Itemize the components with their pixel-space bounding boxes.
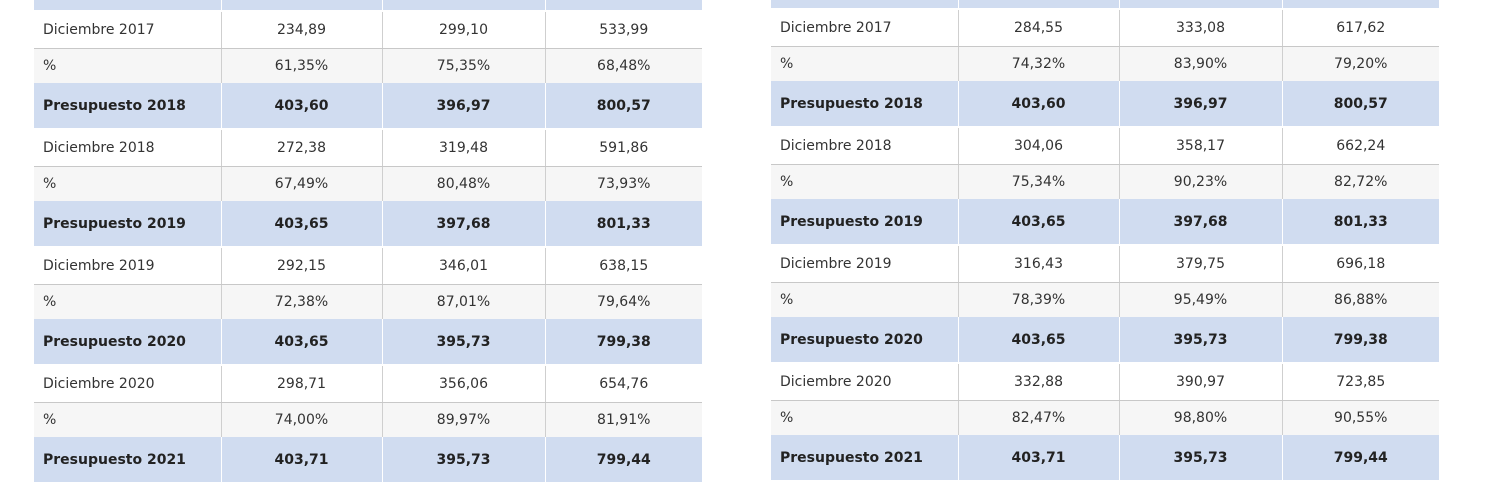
table-cell-column-2-value: 397,68 bbox=[1119, 199, 1282, 245]
table-cell-column-1-value: 403,65 bbox=[958, 199, 1119, 245]
table-cell-row-label: Presupuesto 2018 bbox=[771, 81, 958, 127]
table-row-pct bbox=[34, 49, 702, 84]
table-cell-column-2-value: 80,48% bbox=[382, 167, 545, 202]
table-cell-row-label: % bbox=[34, 285, 221, 320]
table-row-pct bbox=[34, 403, 702, 438]
table-cell-column-1-value: 298,71 bbox=[221, 365, 382, 403]
table-row-month bbox=[771, 363, 1439, 401]
table-cell-column-2-value: 396,97 bbox=[382, 83, 545, 129]
table-cell-total-value: 638,15 bbox=[545, 247, 702, 285]
table-row-budget bbox=[34, 201, 702, 247]
table-cell-column-2-value: 356,06 bbox=[382, 365, 545, 403]
table-cell-row-label: Presupuesto 2020 bbox=[34, 319, 221, 365]
table-cell-column-2-value: 395,73 bbox=[1119, 317, 1282, 363]
table-cell-column-1-value: 403,60 bbox=[221, 83, 382, 129]
table-cell-row-label: Presupuesto 2019 bbox=[771, 199, 958, 245]
table-cell-column-2-value: 89,97% bbox=[382, 403, 545, 438]
table-cell-total-value: 90,55% bbox=[1282, 401, 1439, 436]
table-row-month bbox=[34, 11, 702, 49]
table-cell-row-label: Diciembre 2019 bbox=[771, 245, 958, 283]
table-cell-total-value: 82,72% bbox=[1282, 165, 1439, 200]
table-cell-column-2-value: 87,01% bbox=[382, 285, 545, 320]
table-cell-column-2-value: 397,68 bbox=[382, 201, 545, 247]
table-cell-column-2-value: 83,90% bbox=[1119, 47, 1282, 82]
table-cell-column-2-value bbox=[382, 0, 545, 11]
table-cell-row-label: % bbox=[771, 165, 958, 200]
table-cell-total-value: 799,44 bbox=[1282, 435, 1439, 481]
table-cell-column-1-value: 272,38 bbox=[221, 129, 382, 167]
table-row-pct bbox=[771, 283, 1439, 318]
table-cell-column-2-value: 395,73 bbox=[382, 319, 545, 365]
table-row-top bbox=[771, 0, 1439, 9]
table-cell-total-value: 79,20% bbox=[1282, 47, 1439, 82]
table-cell-total-value: 799,38 bbox=[545, 319, 702, 365]
table-cell-column-1-value: 292,15 bbox=[221, 247, 382, 285]
table-cell-row-label bbox=[771, 0, 958, 9]
table-cell-column-1-value: 284,55 bbox=[958, 9, 1119, 47]
table-row-month bbox=[34, 247, 702, 285]
table-cell-column-2-value: 396,97 bbox=[1119, 81, 1282, 127]
table-row-pct bbox=[771, 47, 1439, 82]
table-cell-total-value bbox=[1282, 0, 1439, 9]
table-cell-column-2-value: 358,17 bbox=[1119, 127, 1282, 165]
table-cell-total-value: 799,38 bbox=[1282, 317, 1439, 363]
table-cell-row-label: Presupuesto 2019 bbox=[34, 201, 221, 247]
table-row-budget bbox=[34, 437, 702, 483]
table-cell-total-value: 654,76 bbox=[545, 365, 702, 403]
table-cell-total-value: 800,57 bbox=[545, 83, 702, 129]
table-row-top bbox=[34, 0, 702, 11]
table-cell-row-label: Diciembre 2017 bbox=[34, 11, 221, 49]
budget-table-left bbox=[34, 0, 702, 484]
table-cell-total-value: 799,44 bbox=[545, 437, 702, 483]
table-cell-row-label: Presupuesto 2021 bbox=[771, 435, 958, 481]
table-cell-row-label: % bbox=[771, 401, 958, 436]
table-cell-column-1-value: 61,35% bbox=[221, 49, 382, 84]
table-cell-column-1-value: 304,06 bbox=[958, 127, 1119, 165]
table-row-pct bbox=[34, 167, 702, 202]
table-cell-column-1-value bbox=[221, 0, 382, 11]
table-cell-total-value: 73,93% bbox=[545, 167, 702, 202]
table-cell-row-label: Presupuesto 2020 bbox=[771, 317, 958, 363]
table-cell-row-label: Presupuesto 2018 bbox=[34, 83, 221, 129]
table-cell-total-value: 617,62 bbox=[1282, 9, 1439, 47]
table-cell-total-value: 591,86 bbox=[545, 129, 702, 167]
table-cell-total-value: 662,24 bbox=[1282, 127, 1439, 165]
table-row-budget bbox=[34, 319, 702, 365]
table-cell-total-value: 81,91% bbox=[545, 403, 702, 438]
table-cell-column-2-value bbox=[1119, 0, 1282, 9]
table-row-month bbox=[771, 245, 1439, 283]
table-cell-column-2-value: 333,08 bbox=[1119, 9, 1282, 47]
table-cell-total-value bbox=[545, 0, 702, 11]
budget-table-right bbox=[771, 0, 1439, 482]
table-cell-total-value: 79,64% bbox=[545, 285, 702, 320]
table-cell-column-1-value: 403,65 bbox=[221, 201, 382, 247]
table-cell-column-1-value: 72,38% bbox=[221, 285, 382, 320]
table-cell-column-1-value: 75,34% bbox=[958, 165, 1119, 200]
table-cell-column-2-value: 98,80% bbox=[1119, 401, 1282, 436]
table-cell-row-label bbox=[34, 0, 221, 11]
table-row-month bbox=[34, 365, 702, 403]
table-cell-row-label: % bbox=[34, 49, 221, 84]
table-row-month bbox=[771, 9, 1439, 47]
table-cell-column-2-value: 299,10 bbox=[382, 11, 545, 49]
table-row-month bbox=[771, 127, 1439, 165]
table-cell-row-label: Diciembre 2020 bbox=[34, 365, 221, 403]
table-cell-total-value: 696,18 bbox=[1282, 245, 1439, 283]
table-row-budget bbox=[771, 317, 1439, 363]
table-cell-total-value: 801,33 bbox=[545, 201, 702, 247]
table-cell-column-2-value: 390,97 bbox=[1119, 363, 1282, 401]
table-cell-column-1-value: 67,49% bbox=[221, 167, 382, 202]
table-row-pct bbox=[34, 285, 702, 320]
table-cell-column-2-value: 346,01 bbox=[382, 247, 545, 285]
table-cell-column-1-value: 332,88 bbox=[958, 363, 1119, 401]
table-cell-column-2-value: 90,23% bbox=[1119, 165, 1282, 200]
table-cell-column-1-value: 78,39% bbox=[958, 283, 1119, 318]
table-cell-column-1-value: 234,89 bbox=[221, 11, 382, 49]
table-cell-total-value: 533,99 bbox=[545, 11, 702, 49]
table-cell-column-1-value: 82,47% bbox=[958, 401, 1119, 436]
table-cell-column-2-value: 319,48 bbox=[382, 129, 545, 167]
table-cell-column-1-value: 403,65 bbox=[958, 317, 1119, 363]
table-cell-column-1-value: 403,71 bbox=[958, 435, 1119, 481]
table-row-pct bbox=[771, 165, 1439, 200]
table-row-budget bbox=[771, 435, 1439, 481]
table-cell-column-2-value: 75,35% bbox=[382, 49, 545, 84]
table-cell-row-label: Diciembre 2018 bbox=[771, 127, 958, 165]
table-cell-row-label: Presupuesto 2021 bbox=[34, 437, 221, 483]
table-row-budget bbox=[771, 81, 1439, 127]
table-body bbox=[34, 0, 702, 483]
table-cell-column-1-value bbox=[958, 0, 1119, 9]
table-cell-column-1-value: 403,71 bbox=[221, 437, 382, 483]
table-cell-row-label: % bbox=[34, 167, 221, 202]
table-cell-total-value: 801,33 bbox=[1282, 199, 1439, 245]
table-body bbox=[771, 0, 1439, 481]
table-cell-column-1-value: 74,00% bbox=[221, 403, 382, 438]
table-cell-column-2-value: 395,73 bbox=[1119, 435, 1282, 481]
table-row-month bbox=[34, 129, 702, 167]
table-cell-row-label: % bbox=[771, 47, 958, 82]
table-row-budget bbox=[771, 199, 1439, 245]
table-cell-total-value: 723,85 bbox=[1282, 363, 1439, 401]
table-row-budget bbox=[34, 83, 702, 129]
table-cell-column-2-value: 95,49% bbox=[1119, 283, 1282, 318]
table-cell-total-value: 86,88% bbox=[1282, 283, 1439, 318]
table-cell-row-label: % bbox=[34, 403, 221, 438]
table-cell-row-label: Diciembre 2018 bbox=[34, 129, 221, 167]
table-cell-row-label: Diciembre 2020 bbox=[771, 363, 958, 401]
table-cell-row-label: % bbox=[771, 283, 958, 318]
table-cell-column-2-value: 379,75 bbox=[1119, 245, 1282, 283]
table-cell-column-1-value: 403,65 bbox=[221, 319, 382, 365]
table-cell-column-2-value: 395,73 bbox=[382, 437, 545, 483]
table-cell-total-value: 68,48% bbox=[545, 49, 702, 84]
table-cell-row-label: Diciembre 2017 bbox=[771, 9, 958, 47]
table-cell-row-label: Diciembre 2019 bbox=[34, 247, 221, 285]
table-cell-column-1-value: 403,60 bbox=[958, 81, 1119, 127]
table-cell-column-1-value: 74,32% bbox=[958, 47, 1119, 82]
table-cell-column-1-value: 316,43 bbox=[958, 245, 1119, 283]
table-cell-total-value: 800,57 bbox=[1282, 81, 1439, 127]
